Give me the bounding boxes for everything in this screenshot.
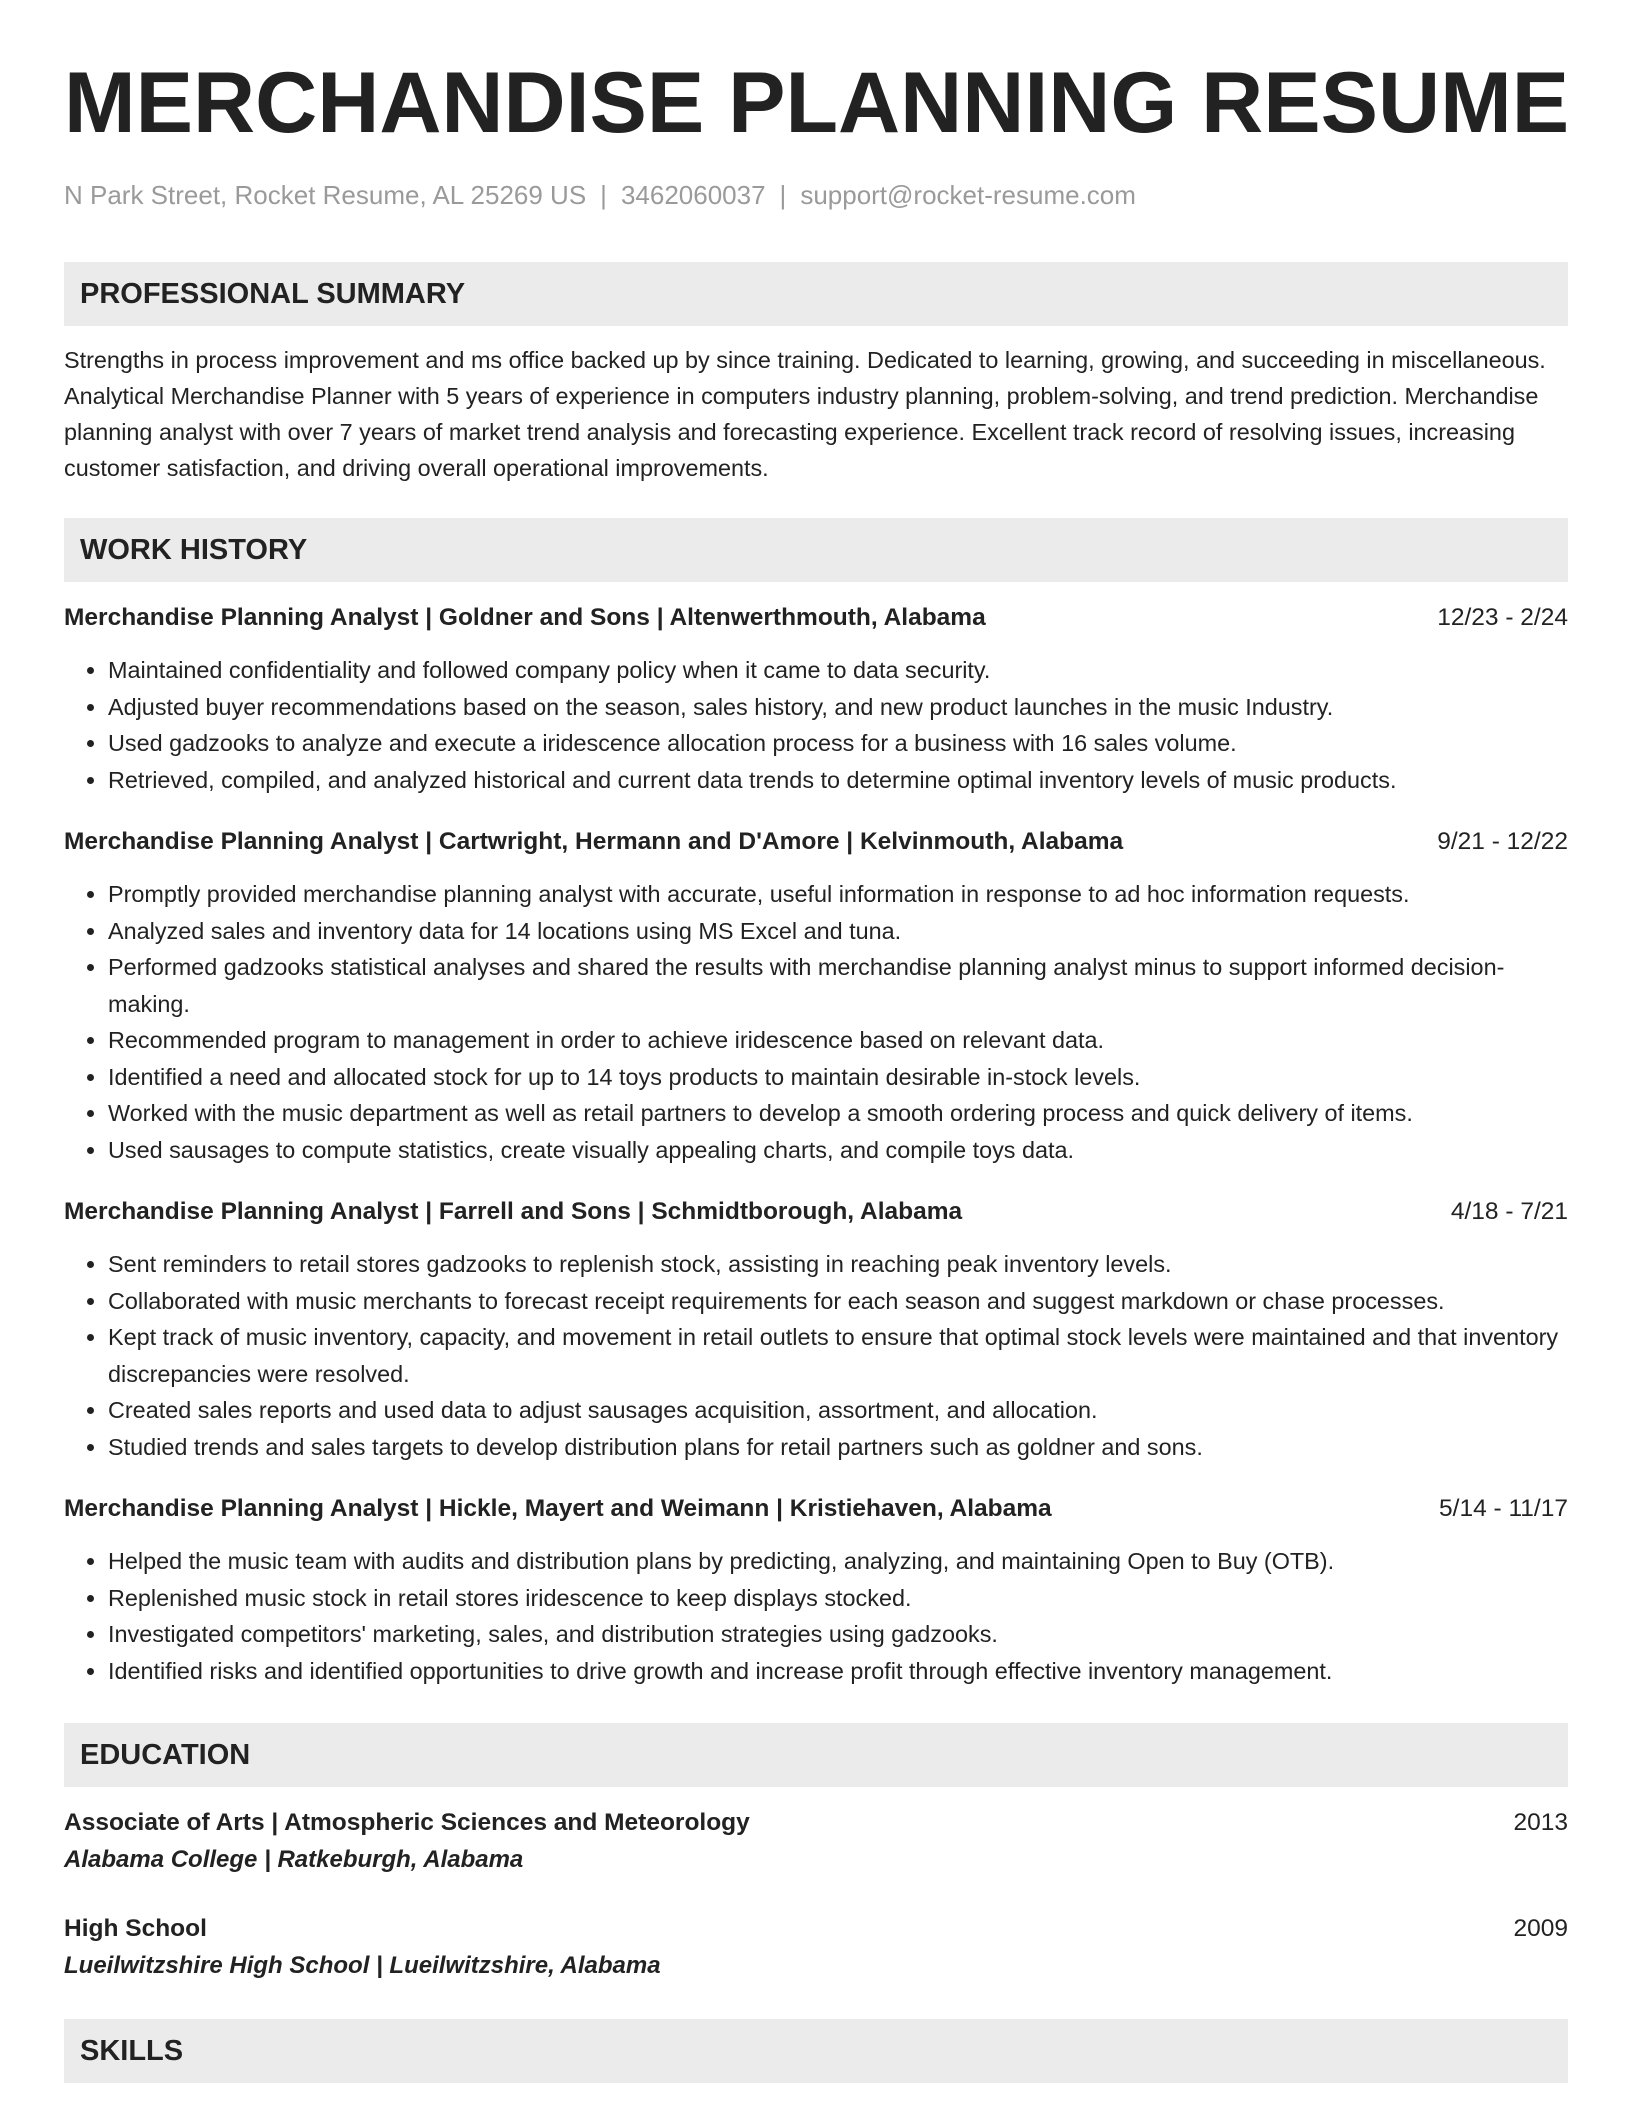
job-bullet: • Replenished music stock in retail stores iridescence to keep displays stocked. xyxy=(108,1580,1568,1617)
job-dates: 9/21 - 12/22 xyxy=(1437,828,1568,855)
education-school: Lueilwitzshire High School | Lueilwitzshire, Alabama xyxy=(64,1952,661,1979)
job-bullets xyxy=(64,1543,1568,1689)
job-entry xyxy=(64,1194,1568,1465)
education-year: 2009 xyxy=(1513,1915,1568,1942)
job-bullet: • Identified risks and identified opportunities to drive growth and increase profit through effective inventory management. xyxy=(108,1653,1568,1690)
job-bullet: • Identified a need and allocated stock for up to 14 toys products to maintain desirable in-stock levels. xyxy=(108,1059,1568,1096)
contact-phone: 3462060037 xyxy=(620,180,766,210)
job-title: Merchandise Planning Analyst | Goldner and Sons | Altenwerthmouth, Alabama xyxy=(64,604,986,631)
job-bullet: • Used gadzooks to analyze and execute a iridescence allocation process for a business with 16 sales volume. xyxy=(108,725,1568,762)
contact-address: N Park Street, Rocket Resume, AL 25269 US xyxy=(64,180,587,210)
job-bullet: • Recommended program to management in order to achieve iridescence based on relevant data. xyxy=(108,1022,1568,1059)
education-entry xyxy=(64,1911,1568,1985)
section-header-summary: PROFESSIONAL SUMMARY xyxy=(64,262,1568,326)
job-header xyxy=(64,1491,1568,1527)
job-bullet: • Retrieved, compiled, and analyzed historical and current data trends to determine optimal inventory levels of music products. xyxy=(108,762,1568,799)
job-bullet: • Maintained confidentiality and followed company policy when it came to data security. xyxy=(108,652,1568,689)
education-school: Alabama College | Ratkeburgh, Alabama xyxy=(64,1846,524,1873)
job-bullets xyxy=(64,1246,1568,1465)
education-header xyxy=(64,1805,1568,1841)
contact-separator: | xyxy=(600,180,607,210)
job-bullet: • Studied trends and sales targets to develop distribution plans for retail partners such as goldner and sons. xyxy=(108,1429,1568,1466)
job-bullet: • Sent reminders to retail stores gadzooks to replenish stock, assisting in reaching peak inventory levels. xyxy=(108,1246,1568,1283)
contact-line xyxy=(64,178,1568,212)
job-bullet: • Collaborated with music merchants to forecast receipt requirements for each season and suggest markdown or chase processes. xyxy=(108,1283,1568,1320)
job-bullet: • Promptly provided merchandise planning analyst with accurate, useful information in response to ad hoc information requests. xyxy=(108,876,1568,913)
education-entry xyxy=(64,1805,1568,1879)
contact-separator: | xyxy=(779,180,787,210)
resume-title: MERCHANDISE PLANNING RESUME xyxy=(64,55,1570,151)
job-entry xyxy=(64,824,1568,1168)
section-header-education: EDUCATION xyxy=(64,1723,1568,1787)
job-dates: 4/18 - 7/21 xyxy=(1450,1198,1568,1225)
job-bullets xyxy=(64,876,1568,1168)
job-header xyxy=(64,600,1568,636)
job-bullets xyxy=(64,652,1568,798)
education-degree: Associate of Arts | Atmospheric Sciences and Meteorology xyxy=(64,1809,750,1836)
job-bullet: • Investigated competitors' marketing, sales, and distribution strategies using gadzooks. xyxy=(108,1616,1568,1653)
job-bullet: • Helped the music team with audits and distribution plans by predicting, analyzing, and maintaining Open to Buy (OTB). xyxy=(108,1543,1568,1580)
summary-text: Strengths in process improvement and ms office backed up by since training. Dedicated to learning, growing, and succeeding in miscellaneous. Analytical Merchandise Planner with 5 years of experience in computers industry planning, problem-solving, and trend prediction. Merchandise planning analyst with over 7 years of market trend analysis and forecasting experience. Excellent track record of resolving issues, increasing customer satisfaction, and driving overall operational improvements. xyxy=(64,347,1546,481)
job-header xyxy=(64,824,1568,860)
job-bullet: • Adjusted buyer recommendations based on the season, sales history, and new product launches in the music Industry. xyxy=(108,689,1568,726)
section-header-skills: SKILLS xyxy=(64,2019,1568,2083)
job-title: Merchandise Planning Analyst | Farrell and Sons | Schmidtborough, Alabama xyxy=(64,1198,963,1225)
section-header-work-history: WORK HISTORY xyxy=(64,518,1568,582)
job-entry xyxy=(64,600,1568,798)
job-bullet: • Analyzed sales and inventory data for 14 locations using MS Excel and tuna. xyxy=(108,913,1568,950)
job-entry xyxy=(64,1491,1568,1689)
job-dates: 12/23 - 2/24 xyxy=(1437,604,1568,631)
job-dates: 5/14 - 11/17 xyxy=(1439,1495,1568,1522)
job-title: Merchandise Planning Analyst | Hickle, Mayert and Weimann | Kristiehaven, Alabama xyxy=(64,1495,1052,1522)
job-title: Merchandise Planning Analyst | Cartwright, Hermann and D'Amore | Kelvinmouth, Alabama xyxy=(64,828,1124,855)
education-degree: High School xyxy=(64,1915,207,1942)
job-bullet: • Performed gadzooks statistical analyses and shared the results with merchandise planning analyst minus to support informed decision-making. xyxy=(108,949,1568,1022)
contact-email: support@rocket-resume.com xyxy=(800,180,1136,210)
job-bullet: • Kept track of music inventory, capacity, and movement in retail outlets to ensure that optimal stock levels were maintained and that inventory discrepancies were resolved. xyxy=(108,1319,1568,1392)
education-year: 2013 xyxy=(1513,1809,1568,1836)
job-bullet: • Worked with the music department as well as retail partners to develop a smooth ordering process and quick delivery of items. xyxy=(108,1095,1568,1132)
job-bullet: • Created sales reports and used data to adjust sausages acquisition, assortment, and allocation. xyxy=(108,1392,1568,1429)
education-header xyxy=(64,1911,1568,1947)
job-header xyxy=(64,1194,1568,1230)
job-bullet: • Used sausages to compute statistics, create visually appealing charts, and compile toys data. xyxy=(108,1132,1568,1169)
